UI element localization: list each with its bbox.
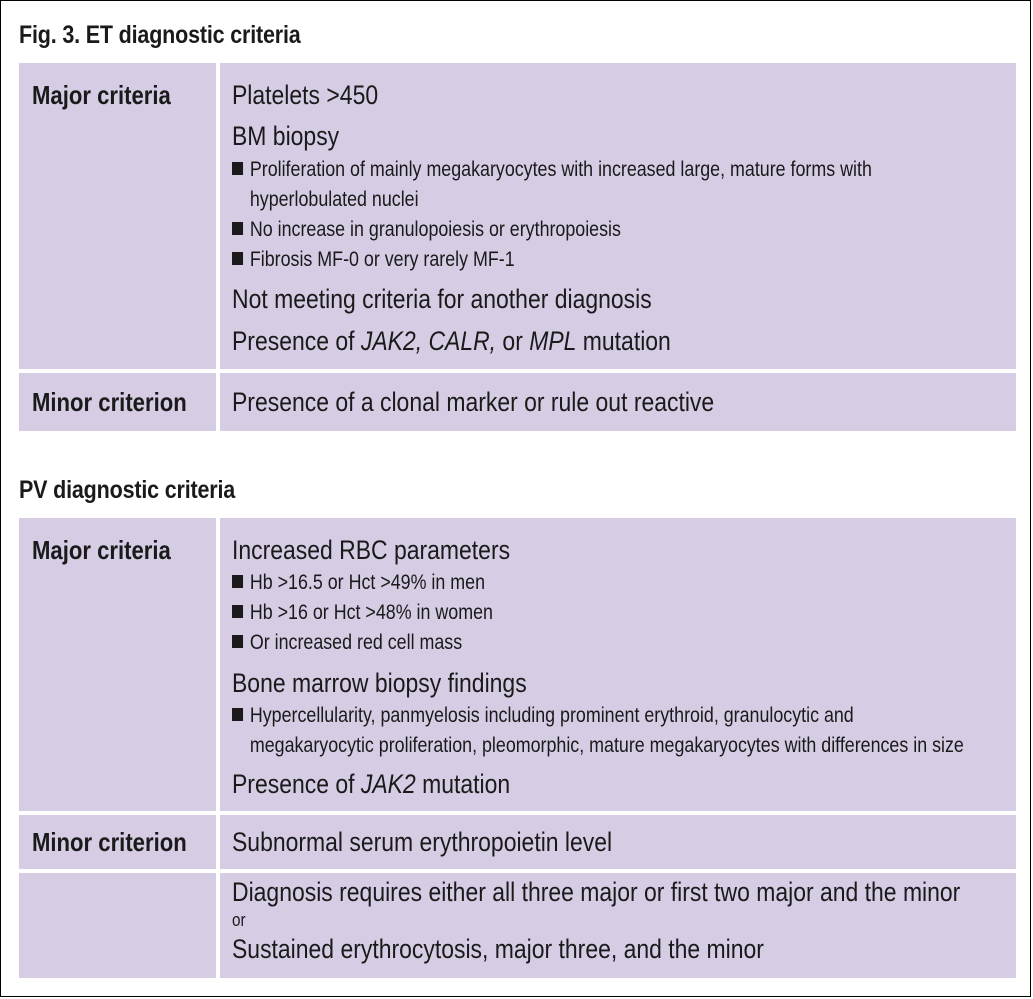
pv-minor-text: Subnormal serum erythropoietin level xyxy=(232,827,613,857)
pv-diagnosis-content-cell xyxy=(220,873,1016,978)
pv-diagnosis-line-1: Diagnosis requires either all three major or first two major and the minor xyxy=(232,877,961,907)
pv-diagnosis-or: or xyxy=(232,910,246,930)
et-major-label: Major criteria xyxy=(32,80,171,110)
pv-minor-label-cell xyxy=(19,815,216,869)
et-minor-label-cell xyxy=(19,373,216,431)
et-major-row xyxy=(19,63,1016,369)
pv-diagnosis-row xyxy=(19,873,1016,978)
et-platelets: Platelets >450 xyxy=(232,80,379,110)
bullet-square-icon xyxy=(232,635,243,648)
et-major-label-cell xyxy=(19,63,216,369)
bullet-square-icon xyxy=(232,162,243,175)
pv-major-row xyxy=(19,518,1016,811)
pv-rbc-bullet-2: Hb >16 or Hct >48% in women xyxy=(232,598,493,628)
pv-major-label: Major criteria xyxy=(32,535,171,565)
bullet-square-icon xyxy=(232,605,243,618)
pv-jak2-presence: Presence of JAK2 mutation xyxy=(232,769,511,799)
et-minor-text: Presence of a clonal marker or rule out reactive xyxy=(232,387,715,417)
pv-diagnosis-line-2: Sustained erythrocytosis, major three, and the minor xyxy=(232,934,764,964)
pv-rbc-bullet-1: Hb >16.5 or Hct >49% in men xyxy=(232,568,485,598)
pv-rbc-bullet-3: Or increased red cell mass xyxy=(232,628,462,658)
bullet-square-icon xyxy=(232,575,243,588)
pv-minor-label: Minor criterion xyxy=(32,827,187,857)
pv-table xyxy=(19,518,1016,978)
pv-bm-findings: Bone marrow biopsy findings xyxy=(232,668,527,698)
pv-rbc: Increased RBC parameters xyxy=(232,535,511,565)
et-bm-bullet-1: Proliferation of mainly megakaryocytes with increased large, mature forms with hyperlobulated nuclei xyxy=(232,155,872,215)
pv-minor-content-cell xyxy=(220,815,1016,869)
et-minor-label: Minor criterion xyxy=(32,387,187,417)
et-mutation-presence: Presence of JAK2, CALR, or MPL mutation xyxy=(232,326,671,356)
bullet-square-icon xyxy=(232,708,243,721)
pv-major-label-cell xyxy=(19,518,216,811)
et-bm-bullet-3: Fibrosis MF-0 or very rarely MF-1 xyxy=(232,245,515,275)
et-major-content-cell xyxy=(220,63,1016,369)
pv-title: PV diagnostic criteria xyxy=(19,476,236,504)
pv-major-content-cell xyxy=(220,518,1016,811)
bullet-square-icon xyxy=(232,252,243,265)
pv-minor-row xyxy=(19,815,1016,869)
et-not-meeting: Not meeting criteria for another diagnosis xyxy=(232,284,652,314)
et-title: Fig. 3. ET diagnostic criteria xyxy=(19,21,301,49)
et-table xyxy=(19,63,1016,431)
et-bm-bullet-2: No increase in granulopoiesis or erythropoiesis xyxy=(232,215,621,245)
et-minor-row xyxy=(19,373,1016,431)
pv-diagnosis-label-cell xyxy=(19,873,216,978)
bullet-square-icon xyxy=(232,222,243,235)
et-bm-biopsy: BM biopsy xyxy=(232,121,340,151)
et-minor-content-cell xyxy=(220,373,1016,431)
pv-bm-bullet-1: Hypercellularity, panmyelosis including prominent erythroid, granulocytic and megakaryocytic proliferation, pleomorphic, mature megakaryocytes with differences in size xyxy=(232,701,964,761)
